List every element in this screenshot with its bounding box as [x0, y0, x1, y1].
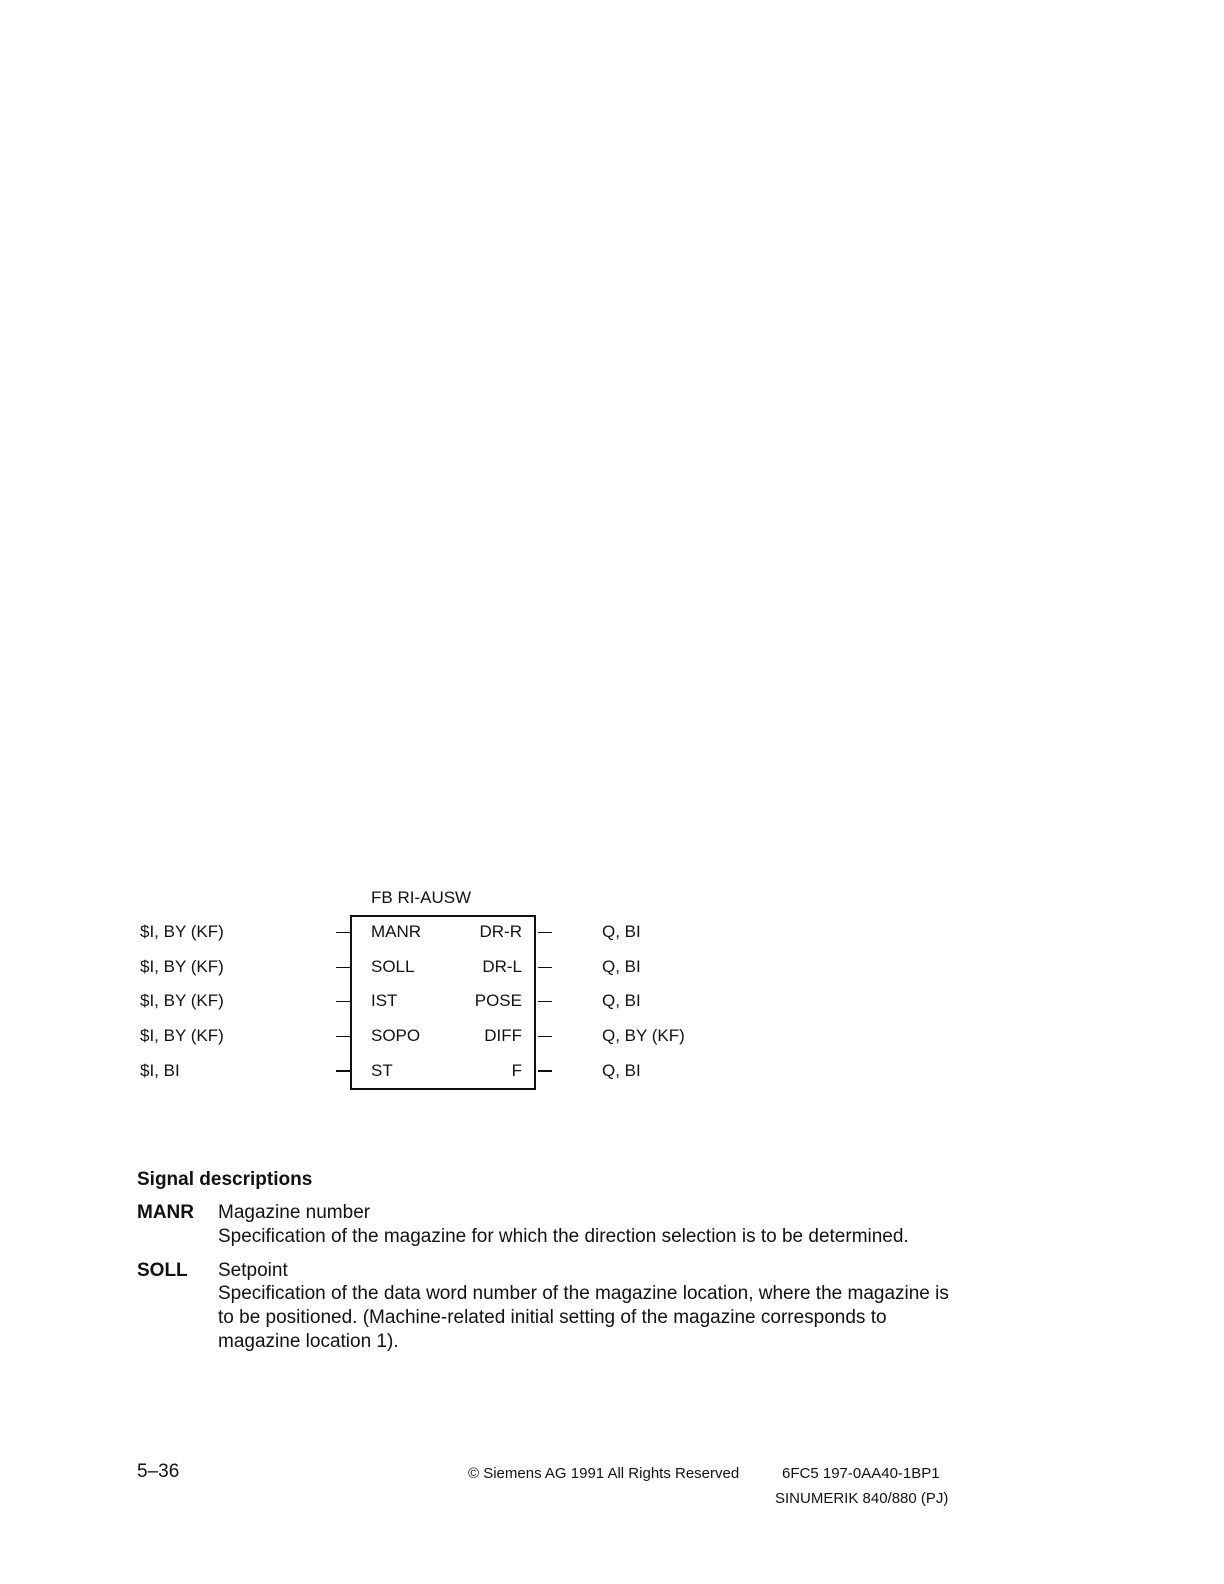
output-connector-dr-r: [538, 932, 552, 933]
output-connector-f: [538, 1070, 552, 1072]
output-pin-dr-l: DR-L: [482, 957, 522, 976]
signal-text-manr: Specification of the magazine for which the direction selection is to be determined.: [218, 1226, 909, 1247]
input-pin-ist: IST: [371, 991, 398, 1010]
output-type-diff: Q, BY (KF): [602, 1026, 685, 1045]
input-connector-manr: [336, 932, 350, 933]
output-connector-dr-l: [538, 967, 552, 968]
product-name: SINUMERIK 840/880 (PJ): [775, 1490, 949, 1507]
output-type-dr-r: Q, BI: [602, 922, 641, 941]
signal-name-soll: SOLL: [137, 1260, 188, 1281]
input-connector-sopo: [336, 1036, 350, 1037]
output-pin-pose: POSE: [474, 991, 522, 1010]
output-type-dr-l: Q, BI: [602, 957, 641, 976]
signal-name-manr: MANR: [137, 1202, 194, 1223]
signal-descriptions-heading: Signal descriptions: [137, 1169, 313, 1190]
input-pin-sopo: SOPO: [371, 1026, 421, 1045]
input-pin-manr: MANR: [371, 922, 422, 941]
copyright-notice: © Siemens AG 1991 All Rights Reserved: [468, 1465, 740, 1482]
function-block-title: FB RI-AUSW: [371, 888, 472, 907]
output-connector-pose: [538, 1001, 552, 1002]
order-number: 6FC5 197-0AA40-1BP1: [782, 1465, 940, 1482]
signal-text-soll: Specification of the data word number of the magazine location, where the magazine is to be positioned. (Machine-related initial setting of the magazine corresponds to magazine location 1).: [218, 1283, 949, 1352]
input-type-soll: $I, BY (KF): [140, 957, 224, 976]
output-pin-diff: DIFF: [484, 1026, 522, 1045]
input-pin-soll: SOLL: [371, 957, 415, 976]
output-type-f: Q, BI: [602, 1061, 641, 1080]
input-type-ist: $I, BY (KF): [140, 991, 224, 1010]
input-type-manr: $I, BY (KF): [140, 922, 224, 941]
input-connector-ist: [336, 1001, 350, 1002]
input-pin-st: ST: [371, 1061, 393, 1080]
input-connector-st: [336, 1070, 350, 1072]
page-number: 5–36: [137, 1461, 180, 1482]
output-pin-dr-r: DR-R: [479, 922, 522, 941]
signal-title-manr: Magazine number: [218, 1202, 371, 1223]
input-connector-soll: [336, 967, 350, 968]
output-connector-diff: [538, 1036, 552, 1037]
input-type-sopo: $I, BY (KF): [140, 1026, 224, 1045]
output-type-pose: Q, BI: [602, 991, 641, 1010]
signal-title-soll: Setpoint: [218, 1260, 288, 1281]
output-pin-f: F: [511, 1061, 522, 1080]
input-type-st: $I, BI: [140, 1061, 180, 1080]
